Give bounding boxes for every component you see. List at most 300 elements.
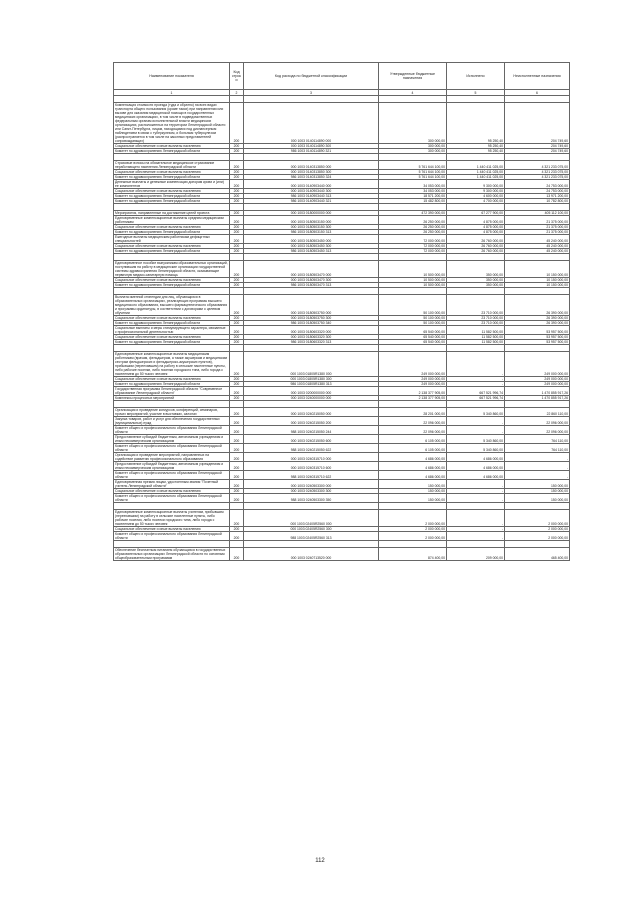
row-name-cell: Единовременные компенсационные выплаты медицинским работникам (врачам, фельдшерам, а также акушеркам и медицинским сестрам фельдшерских и фельдшерско-акушерских пунктов), прибывшим (переехавшим) на работу в сельские населенные пункты, либо рабочие поселки, либо поселки городского типа, либо города с населением до 50 тысяч человек: [114, 352, 230, 377]
row-unexecuted-cell: 150 000,00: [505, 489, 570, 494]
row-approved-cell: 2 000 000,00: [379, 532, 447, 541]
table-row: [114, 510, 570, 527]
row-line-code-cell: 200: [230, 387, 244, 396]
row-line-code-cell: 200: [230, 382, 244, 387]
row-name-cell: Социальное обеспечение и иные выплаты населению: [114, 527, 230, 532]
row-unexecuted-cell: -: [505, 462, 570, 471]
empty-cell: [230, 541, 244, 548]
row-line-code-cell: 200: [230, 548, 244, 561]
empty-cell: [379, 401, 447, 408]
row-budget-code-cell: 988 1003 0240215050 244: [244, 426, 379, 435]
spacer-row: [114, 96, 570, 103]
row-unexecuted-cell: 22 096 000,00: [505, 426, 570, 435]
row-unexecuted-cell: 4 321 233 075,00: [505, 175, 570, 180]
row-approved-cell: 65 540 000,00: [379, 335, 447, 340]
row-name-cell: Комитет общего и профессионального образования Ленинградской области: [114, 471, 230, 480]
row-unexecuted-cell: 21 375 000,00: [505, 225, 570, 230]
row-executed-cell: 4 686 000,00: [447, 471, 505, 480]
row-approved-cell: 5 761 644 100,00: [379, 175, 447, 180]
row-name-cell: Социальное обеспечение и иные выплаты населению: [114, 335, 230, 340]
empty-cell: [230, 288, 244, 295]
row-line-code-cell: 200: [230, 494, 244, 503]
row-budget-code-cell: 000 1003 0140313850 000: [244, 161, 379, 170]
row-name-cell: Комитет по здравоохранению Ленинградской области: [114, 199, 230, 204]
row-approved-cell: 50 100 000,00: [379, 316, 447, 321]
row-executed-cell: -: [447, 494, 505, 503]
table-row: [114, 180, 570, 189]
budget-execution-table: [113, 62, 570, 561]
table-row: [114, 161, 570, 170]
row-executed-cell: 67 277 900,00: [447, 211, 505, 216]
row-executed-cell: 350 000,00: [447, 283, 505, 288]
empty-cell: [447, 96, 505, 103]
empty-cell: [505, 345, 570, 352]
row-name-cell: Социальное обеспечение и иные выплаты населению: [114, 189, 230, 194]
row-executed-cell: 5 340 860,00: [447, 435, 505, 444]
row-name-cell: Закупка товаров, работ и услуг для обеспечения государственных (муниципальных) нужд: [114, 417, 230, 426]
row-name-cell: Денежные выплаты и денежные компенсации донорам крови и (или) ее компонентов: [114, 180, 230, 189]
row-name-cell: Комитет по здравоохранению Ленинградской области: [114, 149, 230, 154]
row-line-code-cell: 200: [230, 175, 244, 180]
row-executed-cell: 23 710 000,00: [447, 321, 505, 326]
row-approved-cell: 249 000 000,00: [379, 377, 447, 382]
spacer-row: [114, 503, 570, 510]
empty-cell: [505, 204, 570, 211]
empty-cell: [505, 254, 570, 261]
row-budget-code-cell: 000 1003 02405R2560 300: [244, 527, 379, 532]
row-name-cell: Обеспечение бесплатным питанием обучающихся в государственных образовательных организациях Ленинградской области по основным общеобразовательным программам: [114, 548, 230, 561]
row-line-code-cell: 200: [230, 189, 244, 194]
row-line-code-cell: 200: [230, 444, 244, 453]
row-executed-cell: 95 250,40: [447, 103, 505, 144]
empty-cell: [230, 96, 244, 103]
row-unexecuted-cell: 405 112 100,00: [505, 211, 570, 216]
row-budget-code-cell: 000 1003 0140903440 000: [244, 180, 379, 189]
row-executed-cell: -: [447, 489, 505, 494]
row-line-code-cell: 200: [230, 340, 244, 345]
table-row: [114, 532, 570, 541]
row-budget-code-cell: 986 1003 0140903440 313: [244, 194, 379, 199]
row-budget-code-cell: 000 1003 0240713520 000: [244, 548, 379, 561]
row-approved-cell: 18 571 200,00: [379, 194, 447, 199]
row-approved-cell: 50 100 000,00: [379, 321, 447, 326]
column-number: 3: [244, 90, 379, 96]
table-row: [114, 444, 570, 453]
row-name-cell: Комитет по здравоохранению Ленинградской области: [114, 321, 230, 326]
row-unexecuted-cell: 22 096 000,00: [505, 417, 570, 426]
empty-cell: [244, 254, 379, 261]
row-executed-cell: 11 582 500,00: [447, 326, 505, 335]
empty-cell: [244, 503, 379, 510]
row-budget-code-cell: 986 1003 0180503450 313: [244, 249, 379, 254]
row-approved-cell: 34 053 000,00: [379, 189, 447, 194]
row-executed-cell: 9 300 000,00: [447, 180, 505, 189]
row-unexecuted-cell: 1 470 855 917,26: [505, 396, 570, 401]
row-budget-code-cell: 000 1003 0140313850 300: [244, 170, 379, 175]
row-budget-code-cell: 000 1003 0180503750 300: [244, 316, 379, 321]
row-approved-cell: 72 000 000,00: [379, 244, 447, 249]
row-budget-code-cell: 000 1003 0140114890 300: [244, 144, 379, 149]
row-line-code-cell: 200: [230, 278, 244, 283]
row-approved-cell: 26 250 000,00: [379, 225, 447, 230]
row-name-cell: Комплексы процессных мероприятий: [114, 396, 230, 401]
empty-cell: [505, 503, 570, 510]
row-unexecuted-cell: 204 749,60: [505, 144, 570, 149]
row-executed-cell: 4 600 000,00: [447, 194, 505, 199]
row-line-code-cell: 200: [230, 377, 244, 382]
empty-cell: [230, 154, 244, 161]
row-budget-code-cell: 988 1003 0240215050 622: [244, 444, 379, 453]
empty-cell: [230, 254, 244, 261]
row-budget-code-cell: 000 1003 0140903440 300: [244, 189, 379, 194]
empty-cell: [244, 288, 379, 295]
row-executed-cell: 4 875 000,00: [447, 216, 505, 225]
row-line-code-cell: 200: [230, 335, 244, 340]
row-line-code-cell: 200: [230, 244, 244, 249]
spacer-row: [114, 345, 570, 352]
row-approved-cell: 65 540 000,00: [379, 326, 447, 335]
row-unexecuted-cell: 26 390 000,00: [505, 316, 570, 321]
table-row: [114, 295, 570, 316]
table-row: [114, 435, 570, 444]
row-budget-code-cell: 000 1003 0180503450 300: [244, 244, 379, 249]
empty-cell: [114, 541, 230, 548]
row-name-cell: Комитет по здравоохранению Ленинградской области: [114, 249, 230, 254]
row-budget-code-cell: 000 1003 0180503450 000: [244, 235, 379, 244]
empty-cell: [447, 254, 505, 261]
row-unexecuted-cell: 45 240 000,00: [505, 249, 570, 254]
row-budget-code-cell: 000 1003 0240215050 600: [244, 435, 379, 444]
row-budget-code-cell: 000 1003 0240503300 300: [244, 489, 379, 494]
empty-cell: [379, 254, 447, 261]
row-budget-code-cell: 000 1003 0240215050 200: [244, 417, 379, 426]
row-executed-cell: 95 250,40: [447, 149, 505, 154]
row-executed-cell: 11 582 500,00: [447, 335, 505, 340]
row-unexecuted-cell: 204 749,60: [505, 103, 570, 144]
row-approved-cell: 22 096 000,00: [379, 426, 447, 435]
row-executed-cell: -: [447, 426, 505, 435]
row-unexecuted-cell: 13 971 200,00: [505, 194, 570, 199]
row-line-code-cell: 200: [230, 453, 244, 462]
spacer-row: [114, 154, 570, 161]
row-budget-code-cell: 000 1003 01805R1380 000: [244, 352, 379, 377]
row-executed-cell: -: [447, 377, 505, 382]
row-approved-cell: 2 138 377 905,00: [379, 396, 447, 401]
row-executed-cell: -: [447, 352, 505, 377]
table-row: [114, 453, 570, 462]
row-unexecuted-cell: 2 000 000,00: [505, 532, 570, 541]
row-line-code-cell: 200: [230, 471, 244, 480]
row-approved-cell: 300 000,00: [379, 149, 447, 154]
row-line-code-cell: 200: [230, 283, 244, 288]
row-executed-cell: 4 875 000,00: [447, 230, 505, 235]
empty-cell: [379, 154, 447, 161]
row-line-code-cell: 200: [230, 532, 244, 541]
table-row: [114, 387, 570, 396]
row-approved-cell: 26 250 000,00: [379, 230, 447, 235]
row-approved-cell: 72 000 000,00: [379, 249, 447, 254]
empty-cell: [379, 288, 447, 295]
row-unexecuted-cell: 764 110,00: [505, 444, 570, 453]
row-executed-cell: -: [447, 510, 505, 527]
table-row: [114, 480, 570, 489]
empty-cell: [447, 204, 505, 211]
row-unexecuted-cell: 249 000 000,00: [505, 382, 570, 387]
row-name-cell: Социальные выплаты и меры стимулирующего характера, связанные с профессиональной деятельностью: [114, 326, 230, 335]
column-number: 4: [379, 90, 447, 96]
row-name-cell: Комитет по здравоохранению Ленинградской области: [114, 230, 230, 235]
row-unexecuted-cell: 10 150 000,00: [505, 261, 570, 278]
row-line-code-cell: 200: [230, 103, 244, 144]
row-approved-cell: 300 000,00: [379, 144, 447, 149]
row-approved-cell: 5 761 644 100,00: [379, 170, 447, 175]
row-unexecuted-cell: 10 782 800,00: [505, 199, 570, 204]
row-executed-cell: 23 710 000,00: [447, 316, 505, 321]
spacer-row: [114, 288, 570, 295]
column-number: 1: [114, 90, 230, 96]
table-row: [114, 235, 570, 244]
row-unexecuted-cell: 53 957 500,00: [505, 335, 570, 340]
row-line-code-cell: 200: [230, 249, 244, 254]
row-name-cell: Социальное обеспечение и иные выплаты населению: [114, 244, 230, 249]
table-row: [114, 462, 570, 471]
row-approved-cell: 10 500 000,00: [379, 261, 447, 278]
column-number: 6: [505, 90, 570, 96]
table-row: [114, 471, 570, 480]
table-row: [114, 103, 570, 144]
row-line-code-cell: 200: [230, 352, 244, 377]
row-name-cell: Мероприятия, направленные на достижение целей проекта: [114, 211, 230, 216]
row-executed-cell: 26 760 000,00: [447, 249, 505, 254]
row-name-cell: Выплата именной стипендии для лиц, обучающихся в образовательных организациях, реализующих программы высшего медицинского образования, высшего фармацевтического образования и программы ординатуры, в соответствии с договорами о целевом обучении: [114, 295, 230, 316]
row-line-code-cell: 200: [230, 417, 244, 426]
row-unexecuted-cell: 1 470 855 917,26: [505, 387, 570, 396]
row-executed-cell: -: [447, 532, 505, 541]
row-line-code-cell: 200: [230, 211, 244, 216]
row-name-cell: Предоставление субсидий бюджетным, автономным учреждениям и иным некоммерческим организациям: [114, 462, 230, 471]
empty-cell: [447, 503, 505, 510]
row-name-cell: Компенсация стоимости проезда (туда и обратно) на всех видах транспорта общего пользования (кроме такси) при направлении или вызове для оказания медицинской помощи в государственных медицинских организациях, в том числе в подведомственных федеральным органам исполнительной власти медицинских организациях, расположенных на территории Ленинградской области или Санкт-Петербурга, лицам, находящимся под диспансерным наблюдением в связи с туберкулезом, и больным туберкулезом (распространяется в том числе на законных представителей сопровождающих): [114, 103, 230, 144]
empty-cell: [379, 345, 447, 352]
spacer-row: [114, 401, 570, 408]
row-budget-code-cell: 986 1003 0180603320 313: [244, 340, 379, 345]
row-executed-cell: -: [447, 417, 505, 426]
row-line-code-cell: 200: [230, 225, 244, 230]
empty-cell: [447, 154, 505, 161]
row-approved-cell: 34 053 000,00: [379, 180, 447, 189]
row-approved-cell: 50 100 000,00: [379, 295, 447, 316]
row-budget-code-cell: 000 1003 01805R1380 300: [244, 377, 379, 382]
empty-cell: [505, 401, 570, 408]
row-unexecuted-cell: 249 000 000,00: [505, 352, 570, 377]
row-executed-cell: 23 710 000,00: [447, 295, 505, 316]
row-executed-cell: 26 760 000,00: [447, 244, 505, 249]
empty-cell: [379, 204, 447, 211]
row-budget-code-cell: 000 1003 0240315710 600: [244, 462, 379, 471]
row-budget-code-cell: 986 1003 01805R1380 313: [244, 382, 379, 387]
empty-cell: [244, 345, 379, 352]
row-budget-code-cell: 000 1003 0240503300 000: [244, 480, 379, 489]
row-executed-cell: 667 521 996,74: [447, 387, 505, 396]
row-approved-cell: 874 400,00: [379, 548, 447, 561]
empty-cell: [244, 96, 379, 103]
row-name-cell: Социальное обеспечение и иные выплаты населению: [114, 489, 230, 494]
row-approved-cell: 65 540 000,00: [379, 340, 447, 345]
row-unexecuted-cell: 53 957 500,00: [505, 340, 570, 345]
row-executed-cell: -: [447, 382, 505, 387]
empty-cell: [114, 204, 230, 211]
row-executed-cell: 4 686 000,00: [447, 453, 505, 462]
row-name-cell: Социальное обеспечение и иные выплаты населению: [114, 170, 230, 175]
row-name-cell: Единовременная премия лицам, удостоенным звания "Почетный учитель Ленинградской области": [114, 480, 230, 489]
row-name-cell: Организация и проведение конкурсов, конференций, семинаров, прочих мероприятий, участие в выставках, салонах: [114, 408, 230, 417]
row-unexecuted-cell: 45 240 000,00: [505, 244, 570, 249]
row-approved-cell: 2 000 000,00: [379, 510, 447, 527]
empty-cell: [114, 254, 230, 261]
row-budget-code-cell: 986 1003 0180503150 313: [244, 230, 379, 235]
row-line-code-cell: 200: [230, 527, 244, 532]
row-budget-code-cell: 986 1003 0140114890 321: [244, 149, 379, 154]
column-header-name: Наименование показателя: [114, 63, 230, 90]
row-line-code-cell: 200: [230, 489, 244, 494]
empty-cell: [114, 345, 230, 352]
row-approved-cell: 6 105 000,00: [379, 435, 447, 444]
empty-cell: [114, 288, 230, 295]
row-budget-code-cell: 000 1003 0180603320 300: [244, 335, 379, 340]
row-line-code-cell: 200: [230, 316, 244, 321]
row-approved-cell: 4 686 000,00: [379, 453, 447, 462]
row-unexecuted-cell: 4 321 233 075,00: [505, 170, 570, 175]
row-line-code-cell: 200: [230, 261, 244, 278]
row-executed-cell: 1 440 411 025,00: [447, 161, 505, 170]
row-executed-cell: 1 440 411 025,00: [447, 170, 505, 175]
header-row: [114, 63, 570, 90]
row-name-cell: Социальное обеспечение и иные выплаты населению: [114, 278, 230, 283]
row-name-cell: Единовременное пособие выпускникам образовательных организаций, поступившим на работу в медицинские организации государственной системы здравоохранения Ленинградской области, оказывающие первичную медико-санитарную помощь: [115, 261, 228, 277]
empty-cell: [230, 401, 244, 408]
row-line-code-cell: 200: [230, 170, 244, 175]
row-name-cell: Комитет по здравоохранению Ленинградской области: [114, 194, 230, 199]
row-executed-cell: 26 760 000,00: [447, 235, 505, 244]
row-executed-cell: -: [447, 480, 505, 489]
row-budget-code-cell: 986 1003 0180503470 313: [244, 283, 379, 288]
row-name-cell: Комитет по здравоохранению Ленинградской области: [114, 283, 230, 288]
row-line-code-cell: 200: [230, 199, 244, 204]
row-unexecuted-cell: 22 860 110,00: [505, 408, 570, 417]
row-unexecuted-cell: 10 150 000,00: [505, 278, 570, 283]
row-line-code-cell: 200: [230, 408, 244, 417]
row-name-cell: Комитет общего и профессионального образования Ленинградской области: [114, 444, 230, 453]
row-unexecuted-cell: -: [505, 471, 570, 480]
row-unexecuted-cell: 26 390 000,00: [505, 295, 570, 316]
spacer-row: [114, 541, 570, 548]
empty-cell: [447, 401, 505, 408]
column-header-approved: Утвержденные бюджетные назначения: [379, 63, 447, 90]
row-name-cell: Социальное обеспечение и иные выплаты населению: [114, 316, 230, 321]
row-unexecuted-cell: 26 390 000,00: [505, 321, 570, 326]
row-approved-cell: 6 105 000,00: [379, 444, 447, 453]
row-name-cell: Комитет общего и профессионального образования Ленинградской области: [114, 532, 230, 541]
empty-cell: [379, 96, 447, 103]
column-header-executed: Исполнено: [447, 63, 505, 90]
row-line-code-cell: 200: [230, 435, 244, 444]
row-executed-cell: 667 521 996,74: [447, 396, 505, 401]
row-unexecuted-cell: 465 400,00: [505, 548, 570, 561]
row-line-code-cell: 200: [230, 462, 244, 471]
row-executed-cell: 209 000,00: [447, 548, 505, 561]
row-name-cell: Социальное обеспечение и иные выплаты населению: [114, 377, 230, 382]
row-approved-cell: 10 500 000,00: [379, 283, 447, 288]
row-name-cell: Единовременные компенсационные выплаты средним медицинским работникам: [114, 216, 230, 225]
row-budget-code-cell: 000 1003 0240315710 000: [244, 453, 379, 462]
empty-cell: [114, 401, 230, 408]
row-budget-code-cell: 986 1003 0140903440 321: [244, 199, 379, 204]
row-unexecuted-cell: 24 753 000,00: [505, 189, 570, 194]
column-number: 5: [447, 90, 505, 96]
table-row: [114, 326, 570, 335]
row-budget-code-cell: 000 1003 0240215050 000: [244, 408, 379, 417]
table-body: [114, 90, 570, 561]
row-name-cell: Социальное обеспечение и иные выплаты населению: [114, 144, 230, 149]
row-line-code-cell: 200: [230, 149, 244, 154]
empty-cell: [244, 541, 379, 548]
row-executed-cell: 5 340 860,00: [447, 408, 505, 417]
row-unexecuted-cell: 24 753 000,00: [505, 180, 570, 189]
table-row: [114, 417, 570, 426]
row-approved-cell: 4 686 000,00: [379, 462, 447, 471]
row-unexecuted-cell: 53 957 500,00: [505, 326, 570, 335]
row-line-code-cell: 200: [230, 396, 244, 401]
row-line-code-cell: 200: [230, 180, 244, 189]
row-line-code-cell: 200: [230, 426, 244, 435]
row-budget-code-cell: 986 1003 0180503750 340: [244, 321, 379, 326]
row-executed-cell: 4 875 000,00: [447, 225, 505, 230]
row-name-cell: Комитет общего и профессионального образования Ленинградской области: [114, 494, 230, 503]
row-approved-cell: 2 000 000,00: [379, 527, 447, 532]
row-budget-code-cell: 000 1003 02405R2560 000: [244, 510, 379, 527]
empty-cell: [447, 541, 505, 548]
empty-cell: [230, 345, 244, 352]
spacer-row: [114, 204, 570, 211]
empty-cell: [447, 345, 505, 352]
row-unexecuted-cell: -: [505, 453, 570, 462]
row-executed-cell: 5 340 860,00: [447, 444, 505, 453]
row-executed-cell: -: [447, 527, 505, 532]
table-row: [114, 426, 570, 435]
row-line-code-cell: 200: [230, 216, 244, 225]
row-unexecuted-cell: 21 375 000,00: [505, 216, 570, 225]
empty-cell: [379, 503, 447, 510]
row-approved-cell: 10 500 000,00: [379, 278, 447, 283]
row-approved-cell: 150 000,00: [379, 494, 447, 503]
row-unexecuted-cell: 249 000 000,00: [505, 377, 570, 382]
empty-cell: [244, 154, 379, 161]
row-executed-cell: 4 686 000,00: [447, 462, 505, 471]
row-approved-cell: 249 000 000,00: [379, 382, 447, 387]
empty-cell: [447, 288, 505, 295]
row-executed-cell: 350 000,00: [447, 261, 505, 278]
row-executed-cell: 1 440 411 025,00: [447, 175, 505, 180]
row-line-code-cell: 200: [230, 144, 244, 149]
empty-cell: [244, 401, 379, 408]
row-unexecuted-cell: 2 000 000,00: [505, 510, 570, 527]
row-line-code-cell: 200: [230, 321, 244, 326]
row-name-cell: Единовременные компенсационные выплаты учителям, прибывшим (переехавшим) на работу в сельские населенные пункты, либо рабочие поселки, либо поселки городского типа, либо города с населением до 50 тысяч человек: [114, 510, 230, 527]
row-name-cell: Государственная программа Ленинградской области "Современное образование Ленинградской области": [114, 387, 230, 396]
row-name-cell: Предоставление субсидий бюджетным, автономным учреждениям и иным некоммерческим организациям: [114, 435, 230, 444]
empty-cell: [505, 154, 570, 161]
column-header-budget-code: Код расхода по бюджетной классификации: [244, 63, 379, 90]
